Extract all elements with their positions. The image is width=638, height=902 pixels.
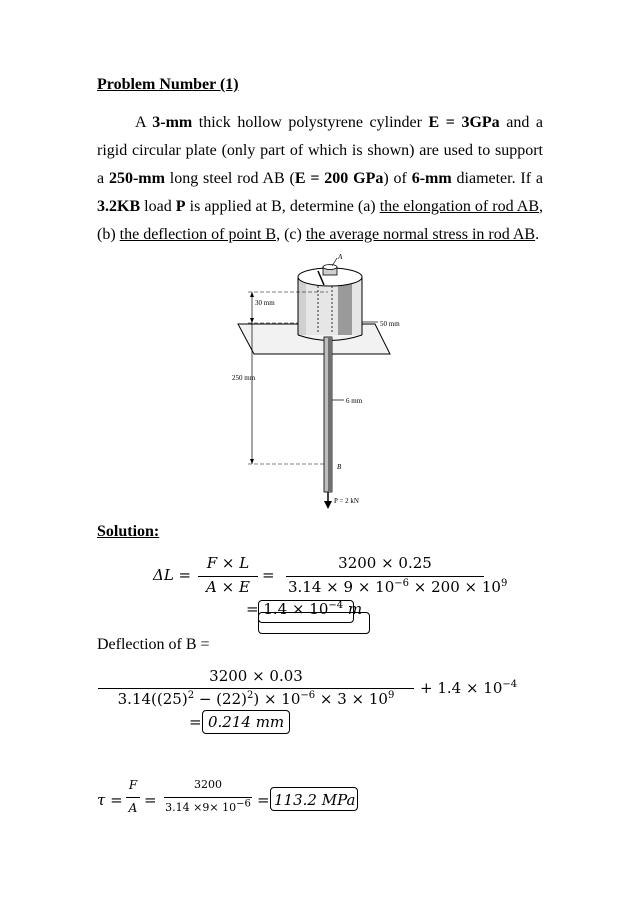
eq1-answer-box-outer	[258, 612, 370, 634]
bold-run: P	[175, 198, 186, 215]
problem-statement	[97, 109, 543, 249]
eq3-num1: F	[128, 778, 138, 792]
label-load: P = 2 kN	[334, 497, 359, 505]
label-6mm: 6 mm	[346, 397, 363, 405]
eq3-fraction-bar	[126, 797, 140, 798]
eq2-result-equals: =	[189, 713, 202, 731]
eq1-fraction-bar-2	[286, 576, 484, 577]
text-run: load	[140, 198, 176, 215]
eq3-answer-box	[270, 787, 358, 811]
eq1-equals: =	[262, 566, 275, 584]
solution-heading: Solution:	[97, 523, 160, 540]
eq3-equals-2: =	[257, 791, 270, 809]
text-run: .	[535, 226, 540, 243]
label-b: B	[337, 463, 342, 471]
question-c: the average normal stress in rod AB	[305, 226, 536, 243]
label-a: A	[338, 253, 343, 261]
label-30mm: 30 mm	[255, 299, 275, 307]
eq1-den2: $3.14 \times 9 \times 10^{-6} \times 200 \times 10^9$	[288, 578, 508, 596]
bold-run: E = 3GPa	[428, 114, 500, 131]
bold-run: 6-mm	[411, 170, 452, 187]
eq3-lhs: τ =	[97, 791, 123, 809]
eq1-den1: A × E	[206, 578, 250, 596]
label-250mm: 250 mm	[232, 374, 256, 382]
text-run: thick hollow polystyrene cylinder	[192, 114, 429, 131]
eq2-num: 3200 × 0.03	[209, 667, 303, 685]
eq1-num1: F × L	[206, 554, 250, 572]
question-b: the deflection of point B	[119, 226, 277, 243]
problem-heading: Problem Number (1)	[97, 76, 239, 93]
eq3-den2: $3.14 \times 9\times 10^{-6}$	[165, 798, 251, 814]
text-run: long steel rod AB (	[164, 170, 295, 187]
eq2-fraction-bar	[98, 688, 414, 689]
eq2-den: $3.14((25)^2 - (22)^2) \times 10^{-6} \times 3 \times 10^9$	[117, 690, 395, 708]
bold-run: 3.2KB	[97, 198, 141, 215]
eq3-den1: A	[128, 801, 138, 815]
eq2-answer-box	[202, 710, 290, 734]
eq3-result: 113.2 MPa	[274, 791, 356, 809]
text-run: , (c)	[276, 226, 306, 243]
text-run: A	[135, 114, 153, 131]
text-run: ) of	[383, 170, 412, 187]
question-a: the elongation of rod AB	[379, 198, 539, 215]
text-run: diameter. If a	[451, 170, 544, 187]
label-50mm: 50 mm	[380, 320, 400, 328]
bold-run: 250-mm	[108, 170, 165, 187]
bold-run: E = 200 GPa	[294, 170, 384, 187]
eq2-result: 0.214 mm	[208, 713, 285, 731]
text-run: is applied at B, determine (a)	[185, 198, 380, 215]
eq1-result: = $1.4 \times 10^{-4}$ m	[246, 600, 363, 618]
eq1-fraction-bar	[198, 576, 258, 577]
bold-run: 3-mm	[152, 114, 193, 131]
text-run: , (b)	[97, 198, 543, 243]
eq1-lhs: ΔL =	[153, 566, 192, 584]
deflection-label: Deflection of B =	[97, 636, 210, 653]
eq3-equals: =	[144, 791, 157, 809]
text-run: and a rigid circular plate (only part of which is shown) are used to support a	[97, 114, 543, 187]
cylinder-rod-figure	[220, 252, 420, 514]
eq2-plus-term: + $1.4 \times 10^{-4}$	[420, 679, 518, 697]
eq3-num2: 3200	[194, 778, 222, 791]
eq1-num2: 3200 × 0.25	[338, 554, 432, 572]
